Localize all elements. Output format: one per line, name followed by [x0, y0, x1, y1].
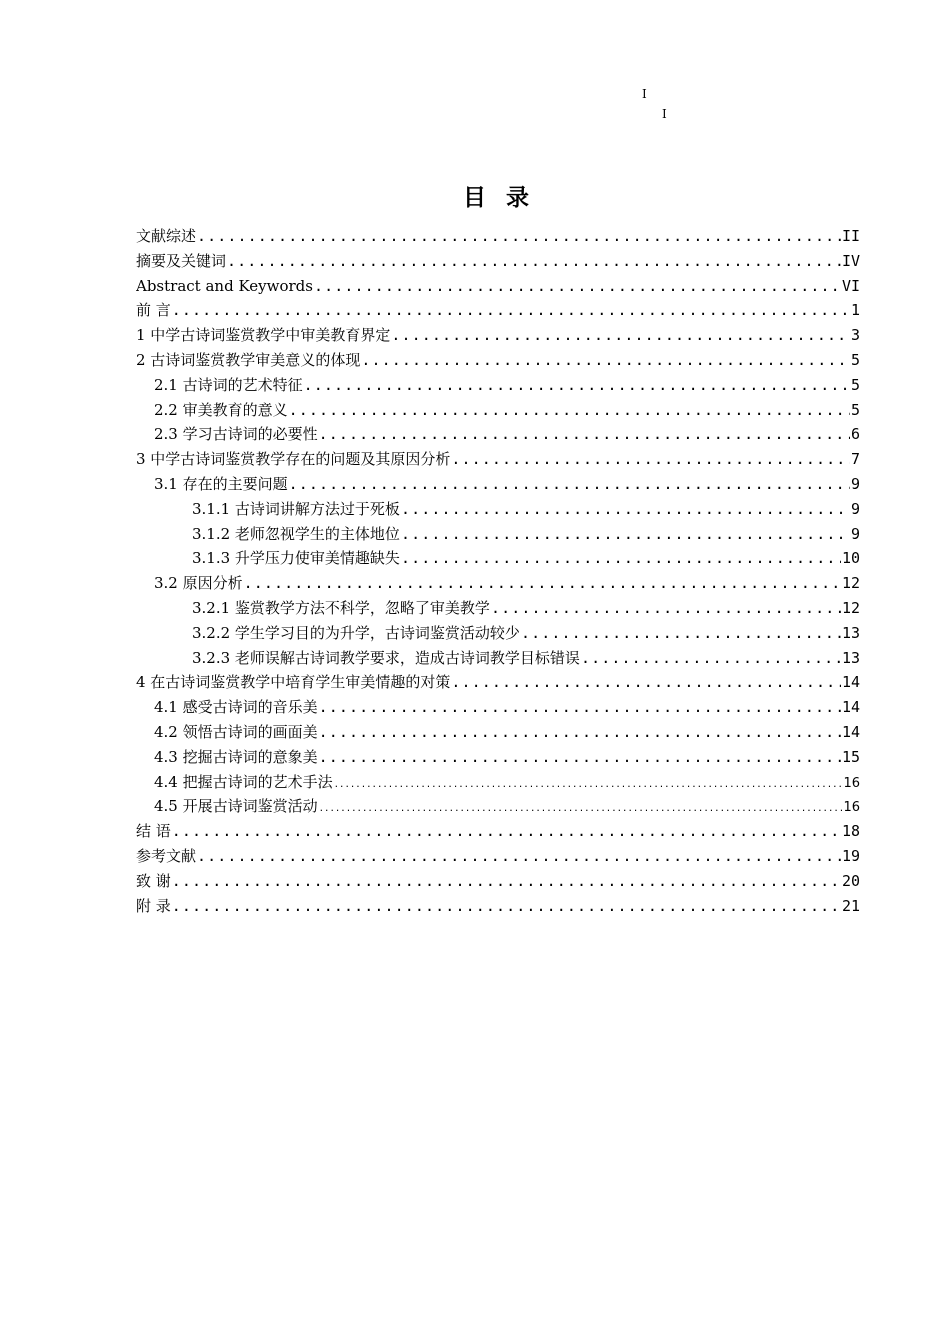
- toc-entry-page: 21: [841, 896, 860, 915]
- toc-entry-page: 15: [841, 747, 860, 766]
- toc-entry[interactable]: [136, 447, 860, 472]
- toc-dot-leader: [227, 249, 841, 274]
- toc-entry-label: 3.1.3 升学压力使审美情趣缺失: [192, 549, 400, 568]
- toc-entry[interactable]: [136, 348, 860, 373]
- toc-dot-leader: [319, 695, 841, 720]
- toc-entry[interactable]: [136, 894, 860, 919]
- toc-dot-leader: [244, 571, 841, 596]
- toc-entry[interactable]: [136, 720, 860, 745]
- toc-entry-label: Abstract and Keywords: [136, 276, 313, 295]
- toc-dot-leader: [391, 323, 850, 348]
- toc-entry[interactable]: [136, 670, 860, 695]
- toc-dot-leader: [361, 348, 850, 373]
- toc-entry[interactable]: [136, 249, 860, 274]
- toc-entry-label: 结 语: [136, 822, 171, 841]
- toc-entry-label: 致 谢: [136, 871, 171, 890]
- toc-entry-label: 3.2.3 老师误解古诗词教学要求，造成古诗词教学目标错误: [192, 648, 580, 667]
- toc-entry-page: 16: [843, 775, 860, 791]
- toc-entry[interactable]: [136, 422, 860, 447]
- toc-entry[interactable]: [136, 621, 860, 646]
- toc-dot-leader: [491, 596, 841, 621]
- toc-dot-leader: [319, 745, 841, 770]
- toc-dot-leader: [319, 720, 841, 745]
- toc-entry[interactable]: [136, 522, 860, 547]
- toc-entry[interactable]: [136, 373, 860, 398]
- toc-entry[interactable]: [136, 298, 860, 323]
- toc-entry-label: 参考文献: [136, 846, 197, 865]
- toc-entry-page: 14: [841, 698, 860, 717]
- toc-entry-label: 摘要及关键词: [136, 251, 227, 270]
- toc-entry-page: 12: [841, 574, 860, 593]
- toc-entry-label: 4.3 挖掘古诗词的意象美: [154, 747, 318, 766]
- toc-entry[interactable]: [136, 596, 860, 621]
- toc-dot-leader: [289, 398, 850, 423]
- toc-entry-page: 16: [843, 800, 860, 816]
- toc-entry[interactable]: [136, 745, 860, 770]
- toc-entry-page: 14: [841, 722, 860, 741]
- toc-entry-label: 前 言: [136, 301, 171, 320]
- toc-entry-label: 4.1 感受古诗词的音乐美: [154, 698, 318, 717]
- toc-entry[interactable]: [136, 274, 860, 299]
- toc-entry-label: 2 古诗词鉴赏教学审美意义的体现: [136, 350, 361, 369]
- toc-entry[interactable]: [136, 323, 860, 348]
- toc-dot-leader: [521, 621, 841, 646]
- toc-entry-page: II: [841, 227, 860, 245]
- toc-entry[interactable]: [136, 546, 860, 571]
- toc-entry-label: 2.2 审美教育的意义: [154, 400, 288, 419]
- toc-dot-leader: [401, 522, 850, 547]
- toc-entry[interactable]: [136, 819, 860, 844]
- toc-entry-label: 3 中学古诗词鉴赏教学存在的问题及其原因分析: [136, 450, 451, 469]
- toc-entry-page: 9: [850, 499, 860, 518]
- toc-entry[interactable]: [136, 398, 860, 423]
- toc-entry[interactable]: [136, 794, 860, 819]
- toc-dot-leader: [314, 274, 841, 299]
- toc-entry-label: 1 中学古诗词鉴赏教学中审美教育界定: [136, 326, 391, 345]
- toc-title: 目 录: [462, 185, 535, 211]
- toc-entry-page: IV: [841, 251, 860, 270]
- toc-dot-leader: [172, 819, 841, 844]
- page-number-mark-secondary: I: [662, 107, 667, 121]
- toc-entry[interactable]: [136, 770, 860, 795]
- toc-entry[interactable]: [136, 224, 860, 249]
- toc-entry-label: 4.2 领悟古诗词的画面美: [154, 722, 318, 741]
- toc-dot-leader: [289, 472, 850, 497]
- toc-entry-label: 2.3 学习古诗词的必要性: [154, 425, 318, 444]
- toc-entry-page: 5: [850, 375, 860, 394]
- toc-entry-label: 4.5 开展古诗词鉴赏活动: [154, 797, 318, 816]
- toc-entry[interactable]: [136, 844, 860, 869]
- toc-entry-label: 3.1.1 古诗词讲解方法过于死板: [192, 499, 400, 518]
- table-of-contents: [136, 224, 860, 918]
- toc-dot-leader: [319, 422, 850, 447]
- toc-entry[interactable]: [136, 571, 860, 596]
- toc-dot-leader: [451, 670, 841, 695]
- toc-entry-page: 13: [841, 648, 860, 667]
- toc-entry-label: 文献综述: [136, 227, 197, 245]
- toc-dot-leader: [172, 894, 841, 919]
- toc-entry-page: 10: [841, 549, 860, 568]
- toc-entry[interactable]: [136, 695, 860, 720]
- toc-entry-page: 9: [850, 524, 860, 543]
- toc-entry-page: 1: [850, 301, 860, 320]
- toc-dot-leader: [304, 373, 850, 398]
- toc-dot-leader: [319, 797, 843, 819]
- toc-entry-page: 3: [850, 326, 860, 345]
- toc-entry[interactable]: [136, 472, 860, 497]
- toc-entry-page: 5: [850, 350, 860, 369]
- toc-entry[interactable]: [136, 869, 860, 894]
- toc-entry-page: 9: [850, 474, 860, 493]
- toc-dot-leader: [451, 447, 850, 472]
- toc-entry-page: 13: [841, 623, 860, 642]
- toc-dot-leader: [197, 844, 841, 869]
- toc-entry-page: 6: [850, 425, 860, 444]
- toc-entry-page: 19: [841, 846, 860, 865]
- toc-entry-page: 18: [841, 822, 860, 841]
- toc-entry-page: 14: [841, 673, 860, 692]
- toc-dot-leader: [401, 497, 850, 522]
- toc-dot-leader: [334, 773, 843, 795]
- toc-entry-label: 4 在古诗词鉴赏教学中培育学生审美情趣的对策: [136, 673, 451, 692]
- toc-entry-page: 7: [850, 450, 860, 469]
- toc-entry-label: 附 录: [136, 896, 171, 915]
- toc-dot-leader: [581, 646, 841, 671]
- toc-dot-leader: [401, 546, 841, 571]
- toc-entry[interactable]: [136, 497, 860, 522]
- toc-entry-page: VI: [841, 276, 860, 295]
- toc-dot-leader: [172, 869, 841, 894]
- toc-entry-label: 3.2.2 学生学习目的为升学，古诗词鉴赏活动较少: [192, 623, 520, 642]
- toc-entry-label: 3.2.1 鉴赏教学方法不科学，忽略了审美教学: [192, 598, 490, 617]
- toc-entry-label: 3.1.2 老师忽视学生的主体地位: [192, 524, 400, 543]
- toc-entry-page: 5: [850, 400, 860, 419]
- toc-entry-page: 20: [841, 871, 860, 890]
- toc-dot-leader: [197, 224, 841, 249]
- toc-entry-label: 4.4 把握古诗词的艺术手法: [154, 772, 333, 791]
- toc-entry[interactable]: [136, 646, 860, 671]
- toc-entry-page: 12: [841, 598, 860, 617]
- toc-entry-label: 3.1 存在的主要问题: [154, 474, 288, 493]
- toc-entry-label: 3.2 原因分析: [154, 574, 243, 593]
- toc-dot-leader: [172, 298, 850, 323]
- page-number-mark: I: [642, 87, 647, 101]
- toc-entry-label: 2.1 古诗词的艺术特征: [154, 375, 303, 394]
